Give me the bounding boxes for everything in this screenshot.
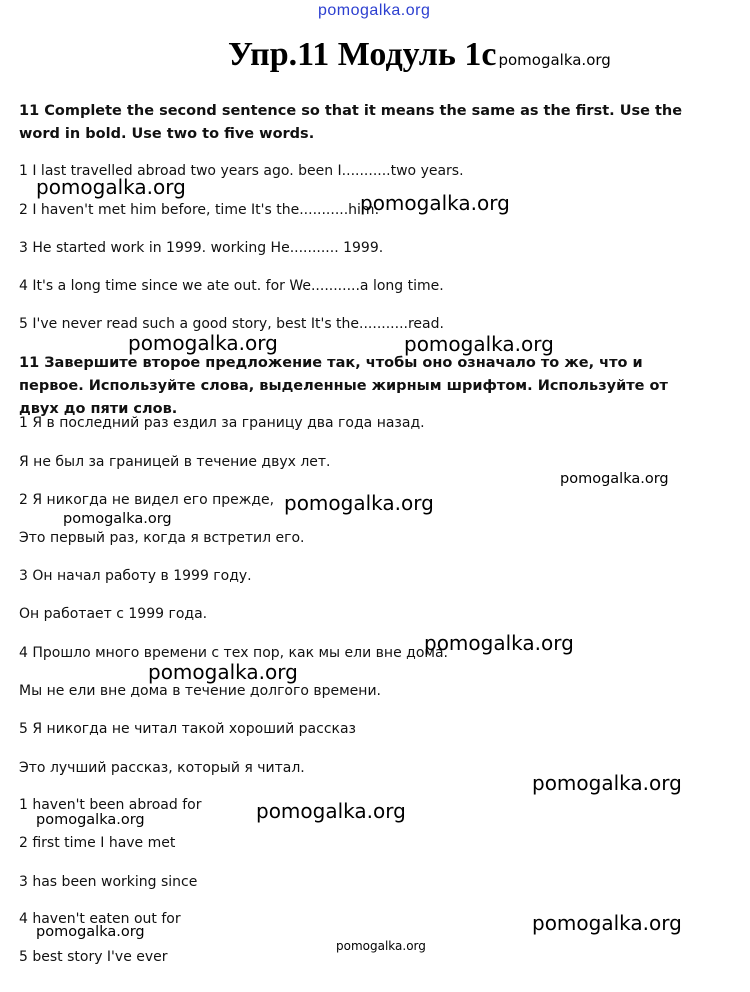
english-item-2: 2 I haven't met him before, time It's the...........him.: [19, 202, 380, 218]
top-watermark[interactable]: pomogalka.org: [318, 2, 431, 19]
answer-5: 5 best story I've ever: [19, 949, 168, 965]
watermark: pomogalka.org: [532, 911, 682, 935]
watermark: pomogalka.org: [360, 191, 510, 215]
english-item-5: 5 I've never read such a good story, best It's the...........read.: [19, 316, 444, 332]
watermark: pomogalka.org: [63, 511, 172, 527]
russian-line-10: Это лучший рассказ, который я читал.: [19, 760, 305, 776]
answer-3: 3 has been working since: [19, 874, 198, 890]
russian-line-8: Мы не ели вне дома в течение долгого времени.: [19, 683, 381, 699]
title-text: Упр.11 Модуль 1с: [228, 36, 497, 73]
russian-line-9: 5 Я никогда не читал такой хороший рассказ: [19, 721, 356, 737]
watermark: pomogalka.org: [36, 175, 186, 199]
watermark: pomogalka.org: [560, 471, 669, 487]
english-item-1: 1 I last travelled abroad two years ago. been I...........two years.: [19, 163, 464, 179]
answer-4: 4 haven't eaten out for: [19, 911, 181, 927]
answer-2: 2 first time I have met: [19, 835, 176, 851]
watermark: pomogalka.org: [128, 331, 278, 355]
page-title: [228, 36, 611, 74]
russian-line-6: Он работает с 1999 года.: [19, 606, 208, 622]
english-task-instruction: 11 Complete the second sentence so that it means the same as the first. Use the word in bold. Use two to five words.: [19, 103, 683, 142]
watermark: pomogalka.org: [36, 812, 145, 828]
watermark: pomogalka.org: [336, 939, 426, 953]
watermark: pomogalka.org: [148, 660, 298, 684]
english-item-3: 3 He started work in 1999. working He........... 1999.: [19, 240, 384, 256]
russian-line-1: 1 Я в последний раз ездил за границу два года назад.: [19, 415, 425, 431]
russian-line-3: 2 Я никогда не видел его прежде,: [19, 492, 275, 508]
watermark: pomogalka.org: [424, 631, 574, 655]
watermark: pomogalka.org: [36, 924, 145, 940]
english-item-4: 4 It's a long time since we ate out. for We...........a long time.: [19, 278, 444, 294]
answer-1: 1 haven't been abroad for: [19, 797, 202, 813]
russian-line-2: Я не был за границей в течение двух лет.: [19, 454, 331, 470]
watermark: pomogalka.org: [284, 491, 434, 515]
russian-line-5: 3 Он начал работу в 1999 году.: [19, 568, 252, 584]
watermark: pomogalka.org: [256, 799, 406, 823]
watermark: pomogalka.org: [532, 771, 682, 795]
title-watermark: pomogalka.org: [498, 51, 611, 69]
russian-line-4: Это первый раз, когда я встретил его.: [19, 530, 305, 546]
russian-line-7: 4 Прошло много времени с тех пор, как мы ели вне дома.: [19, 645, 448, 661]
watermark: pomogalka.org: [404, 332, 554, 356]
russian-task-instruction: 11 Завершите второе предложение так, чтобы оно означало то же, что и первое. Используйте слова, выделенные жирным шрифтом. Используйте от двух до пяти слов.: [19, 355, 668, 417]
